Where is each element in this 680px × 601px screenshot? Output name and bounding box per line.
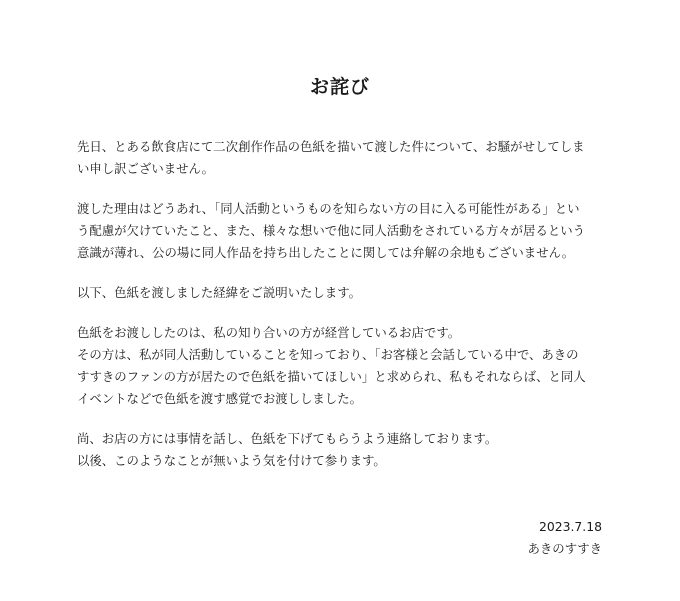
paragraph-line: い申し訳ございません。 <box>77 161 215 176</box>
paragraph-4 <box>77 322 605 410</box>
signature-block <box>528 516 602 560</box>
paragraph-1 <box>77 136 605 180</box>
paragraph-line: 意識が薄れ、公の場に同人作品を持ち出したことに関しては弁解の余地もございません。 <box>77 245 575 260</box>
paragraph-line: 以後、このようなことが無いよう気を付けて参ります。 <box>77 453 386 468</box>
paragraph-line: すすきのファンの方が居たので色紙を描いてほしい」と求められ、私もそれならば、と同人 <box>77 369 586 384</box>
paragraph-line: 色紙をお渡ししたのは、私の知り合いの方が経営しているお店です。 <box>77 325 461 340</box>
paragraph-line: その方は、私が同人活動していることを知っており、「お客様と会話している中で、あきの <box>77 347 579 362</box>
document-date: 2023.7.18 <box>538 519 602 534</box>
paragraph-2 <box>77 198 605 264</box>
document-author: あきのすすき <box>527 541 602 556</box>
paragraph-line: 渡した理由はどうあれ、「同人活動というものを知らない方の目に入る可能性がある」とい <box>77 201 580 216</box>
document-title: お詫び <box>309 76 370 98</box>
paragraph-line: 先日、とある飲食店にて二次創作作品の色紙を描いて渡した件について、お騒がせしてしま <box>77 139 585 154</box>
paragraph-line: 尚、お店の方には事情を話し、色紙を下げてもらうよう連絡しております。 <box>77 431 498 446</box>
document-body <box>77 136 605 490</box>
paragraph-5 <box>77 428 605 472</box>
paragraph-line: イベントなどで色紙を渡す感覚でお渡ししました。 <box>77 391 362 406</box>
paragraph-line: う配慮が欠けていたこと、また、様々な想いで他に同人活動をされている方々が居るという <box>77 223 586 238</box>
paragraph-line: 以下、色紙を渡しました経緯をご説明いたします。 <box>77 285 361 300</box>
paragraph-3 <box>77 282 605 304</box>
